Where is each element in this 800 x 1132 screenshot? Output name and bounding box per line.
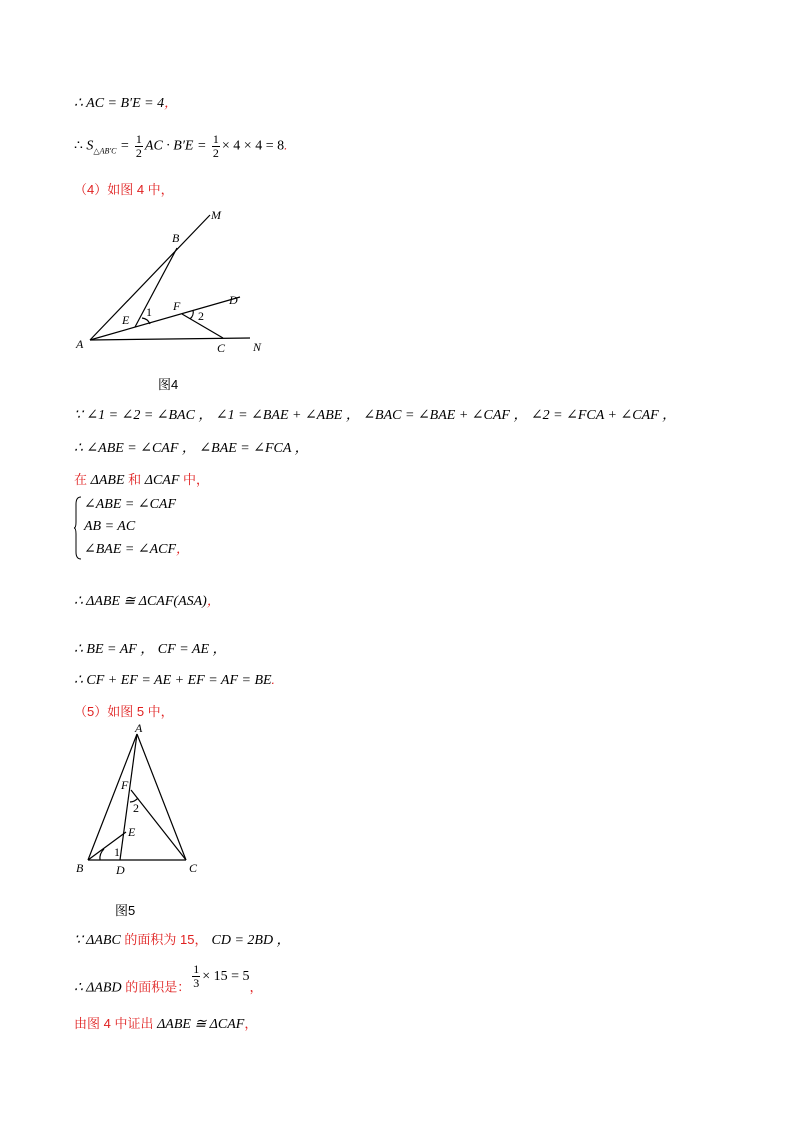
punct: ， [176, 541, 190, 556]
ray-an [90, 338, 250, 340]
label-c: C [189, 861, 198, 875]
punct: ， [249, 979, 263, 995]
punct: ， [206, 593, 220, 608]
product-term: AC · B′E = [144, 138, 210, 154]
numerator: 1 [212, 132, 219, 146]
fraction-half-2 [212, 133, 220, 160]
condition-3-text: ∠BAE = ∠ACF [84, 542, 177, 557]
side-ab [88, 734, 137, 860]
numerator: 1 [193, 962, 200, 976]
figure-4-caption: 图4 [158, 377, 179, 392]
label-c: C [217, 341, 226, 355]
therefore-symbol: ∴ [74, 138, 83, 154]
fraction-third [192, 963, 200, 990]
proof-line-4: ∴ ∠ABE = ∠CAF ， ∠BAE = ∠FCA ， [74, 441, 309, 456]
proof-line-1 [74, 93, 177, 114]
product-result: × 4 × 4 = 8 [221, 138, 285, 154]
triangle-abe: ΔABE [90, 473, 125, 488]
label-angle-2: 2 [198, 309, 204, 323]
fraction-half-1 [135, 133, 143, 160]
proof-line-6 [74, 591, 220, 612]
side-ac [137, 734, 186, 860]
section-heading-5: （5）如图 5 中， [74, 704, 174, 719]
proof-line-3: ∵ ∠1 = ∠2 = ∠BAC ， ∠1 = ∠BAE + ∠ABE ， ∠BAC = ∠BAE + ∠CAF ， ∠2 = ∠FCA + ∠CAF ， [74, 408, 677, 423]
proof-line-9 [74, 930, 291, 951]
triangle-caf: ΔCAF [144, 473, 180, 488]
text-zhong: 中， [179, 472, 210, 487]
congruence-statement: ∴ ΔABE ≅ ΔCAF(ASA) [74, 594, 207, 609]
proof-line-5 [74, 470, 209, 491]
condition-3 [84, 539, 189, 560]
segment-ad [120, 734, 137, 860]
text-zai: 在 [74, 472, 91, 487]
proof-line-11 [74, 1014, 257, 1035]
system-brace [74, 496, 82, 560]
area-label: 的面积是： [121, 979, 191, 995]
label-a: A [76, 337, 84, 351]
section-heading-4: （4）如图 4 中， [74, 182, 174, 197]
label-a: A [135, 722, 143, 735]
label-e: E [128, 825, 136, 839]
ratio-cd-bd: CD = 2BD ， [211, 933, 291, 948]
label-n: N [253, 340, 262, 354]
punct: . [271, 672, 276, 687]
label-m: M [211, 208, 221, 222]
area-subscript: △AB′C [93, 146, 117, 156]
label-b: B [76, 861, 84, 875]
proof-line-10 [74, 962, 263, 1002]
condition-2: AB = AC [84, 519, 136, 534]
punct: ， [244, 1016, 258, 1031]
label-d: D [229, 293, 238, 307]
denominator: 2 [135, 146, 142, 160]
triangle-abc: ∵ ΔABC [74, 933, 121, 948]
label-f: F [121, 778, 129, 792]
punct: ， [164, 95, 178, 110]
label-d: D [116, 863, 125, 877]
numerator: 1 [135, 132, 142, 146]
area-symbol: S [86, 138, 94, 154]
triangle-abd: ∴ ΔABD [74, 980, 122, 996]
equation-ac-be: ∴ AC = B′E = 4 [74, 96, 165, 111]
label-f: F [173, 299, 181, 313]
segment-ad [90, 297, 240, 340]
ray-am [90, 215, 210, 340]
segment-sum: ∴ CF + EF = AE + EF = AF = BE [74, 673, 272, 688]
area-is-15: 的面积为 15， [120, 932, 208, 947]
condition-1: ∠ABE = ∠CAF [84, 497, 177, 512]
label-b: B [172, 231, 180, 245]
congruence-ref: ΔABE ≅ ΔCAF [157, 1017, 245, 1032]
label-angle-2: 2 [133, 801, 139, 815]
label-angle-1: 1 [114, 845, 120, 859]
text-he: 和 [124, 472, 145, 487]
equals: = [116, 138, 133, 154]
proof-line-2 [74, 133, 288, 162]
proof-line-8 [74, 670, 275, 691]
figure-4 [70, 200, 290, 365]
punct: . [284, 137, 288, 153]
label-angle-1: 1 [146, 305, 152, 319]
area-result: × 15 = 5 [202, 968, 250, 984]
figure-5-caption: 图5 [115, 903, 136, 918]
denominator: 2 [212, 146, 219, 160]
text-from-fig4: 由图 4 中证出 [74, 1016, 158, 1031]
proof-line-7: ∴ BE = AF ， CF = AE ， [74, 642, 227, 657]
segment-cf [131, 790, 186, 860]
denominator: 3 [193, 976, 200, 990]
figure-5 [70, 722, 210, 887]
segment-be [135, 248, 177, 327]
label-e: E [122, 313, 130, 327]
